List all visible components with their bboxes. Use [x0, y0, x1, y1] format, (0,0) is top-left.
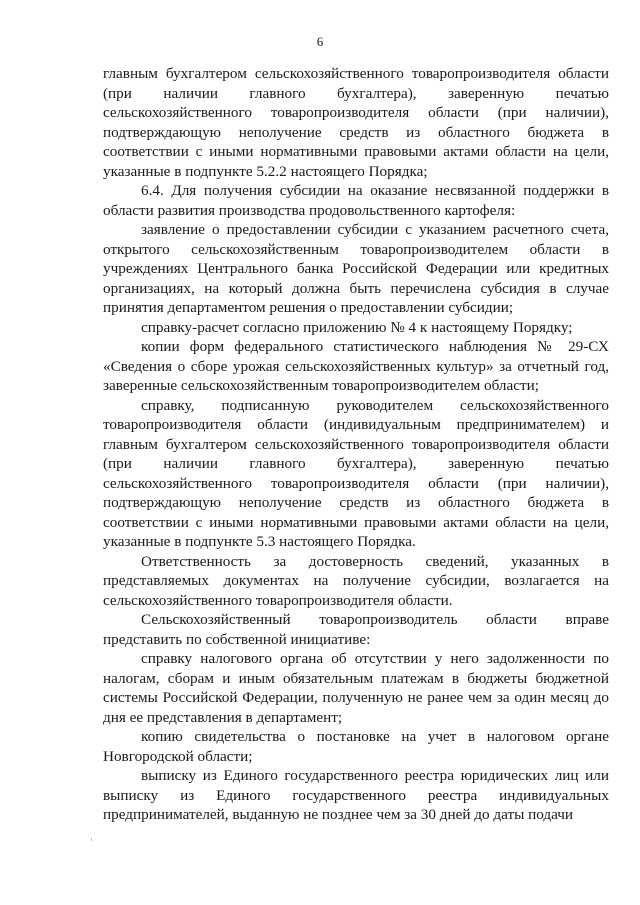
paragraph-certificate-continuation: главным бухгалтером сельскохозяйственного товаропроизводителя области (при наличии главного бухгалтера), заверенную печатью сельскохозяйственного товаропроизводителя области (при наличии), подтверждающую неполучение средств из областного бюджета в соответствии с иными нормативными правовыми актами области на цели, указанные в подпункте 5.2.2 настоящего Порядка;: [103, 65, 609, 180]
paragraph-registration-copy: копию свидетельства о постановке на учет в налоговом органе Новгородской области;: [103, 728, 609, 765]
paragraph-calculation-certificate: справку-расчет согласно приложению № 4 к настоящему Порядку;: [141, 318, 573, 336]
paragraph-tax-certificate: справку налогового органа об отсутствии у него задолженности по налогам, сборам и иным обязательным платежам в бюджеты бюджетной системы Российской Федерации, полученную не ранее чем за один месяц до дня ее представления в департамент;: [103, 650, 609, 726]
paragraph-registry-extract: выписку из Единого государственного реестра юридических лиц или выписку из Единого государственного реестра индивидуальных предпринимателей, выданную не позднее чем за 30 дней до даты подачи: [103, 767, 609, 823]
paragraph-signed-certificate: справку, подписанную руководителем сельскохозяйственного товаропроизводителя области (индивидуальным предпринимателем) и главным бухгалтером сельскохозяйственного товаропроизводителя области (при наличии главного бухгалтера), заверенную печатью сельскохозяйственного товаропроизводителя области (при наличии), подтверждающую неполучение средств из областного бюджета в соответствии с иными нормативными правовыми актами области на цели, указанные в подпункте 5.3 настоящего Порядка.: [103, 396, 609, 550]
paragraph-statistical-forms: копии форм федерального статистического наблюдения № 29-СХ «Сведения о сборе урожая сельскохозяйственных культур» за отчетный год, заверенные сельскохозяйственным товаропроизводителем области;: [103, 338, 609, 394]
scan-mark: [91, 838, 92, 841]
paragraph-own-initiative: Сельскохозяйственный товаропроизводитель области вправе представить по собственной инициативе:: [103, 611, 609, 648]
paragraph-application: заявление о предоставлении субсидии с указанием расчетного счета, открытого сельскохозяйственным товаропроизводителем области в учреждениях Центрального банка Российской Федерации или кредитных организациях, на который должна быть перечислена субсидия в случае принятия департаментом решения о предоставлении субсидии;: [103, 221, 609, 316]
document-body: [103, 64, 609, 825]
page-number: 6: [316, 34, 324, 49]
paragraph-responsibility: Ответственность за достоверность сведений, указанных в представляемых документах на получение субсидии, возлагается на сельскохозяйственного товаропроизводителя области.: [103, 552, 609, 609]
paragraph-clause-6-4: 6.4. Для получения субсидии на оказание несвязанной поддержки в области развития производства продовольственного картофеля:: [103, 182, 609, 219]
